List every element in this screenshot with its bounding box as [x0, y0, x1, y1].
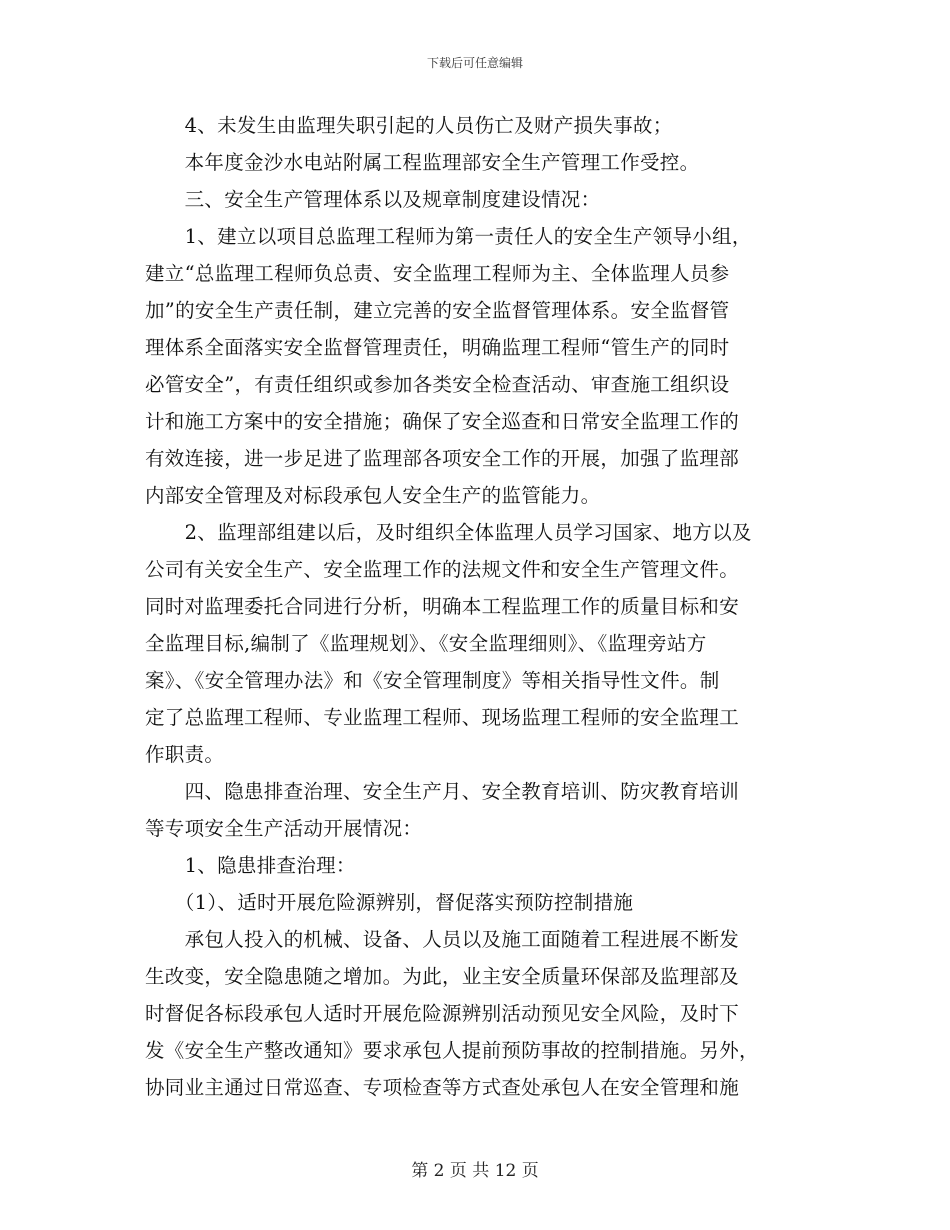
text-line: 案》、《安全管理办法》和《安全管理制度》等相关指导性文件。制 [145, 669, 720, 692]
text-line: 承包人投入的机械、设备、人员以及施工面随着工程进展不断发 [145, 928, 740, 951]
text-line: 本年度金沙水电站附属工程监理部安全生产管理工作受控。 [145, 151, 700, 174]
text-line: 1、建立以项目总监理工程师为第一责任人的安全生产领导小组， [145, 225, 752, 248]
text-line: 四、隐患排查治理、安全生产月、安全教育培训、防灾教育培训 [145, 780, 740, 803]
text-line: 有效连接，进一步足进了监理部各项安全工作的开展，加强了监理部 [145, 447, 740, 470]
text-line: 内部安全管理及对标段承包人安全生产的监管能力。 [145, 484, 601, 507]
text-line: 必管安全”，有责任组织或参加各类安全检查活动、审查施工组织设 [145, 373, 730, 396]
text-line: 理体系全面落实安全监督管理责任，明确监理工程师“管生产的同时 [145, 336, 730, 359]
text-line: 协同业主通过日常巡查、专项检查等方式查处承包人在安全管理和施 [145, 1076, 740, 1099]
text-line: 1、隐患排查治理： [145, 854, 356, 877]
document-body [145, 107, 810, 1106]
text-line: （1）、适时开展危险源辨别，督促落实预防控制措施 [145, 891, 634, 914]
text-line: 全监理目标,编制了《监理规划》、《安全监理细则》、《监理旁站方 [145, 632, 707, 655]
text-line: 定了总监理工程师、专业监理工程师、现场监理工程师的安全监理工 [145, 706, 740, 729]
text-line: 生改变，安全隐患随之增加。为此，业主安全质量环保部及监理部及 [145, 965, 740, 988]
text-line: 发《安全生产整改通知》要求承包人提前预防事故的控制措施。另外， [145, 1039, 759, 1062]
page-number-footer: 第 2 页 共 12 页 [411, 1161, 539, 1181]
text-line: 公司有关安全生产、安全监理工作的法规文件和安全生产管理文件。 [145, 558, 740, 581]
text-line: 建立“总监理工程师负总责、安全监理工程师为主、全体监理人员参 [145, 262, 730, 285]
text-line: 三、安全生产管理体系以及规章制度建设情况： [145, 188, 601, 211]
text-line: 2、监理部组建以后，及时组织全体监理人员学习国家、地方以及 [145, 521, 752, 544]
text-line: 加”的安全生产责任制，建立完善的安全监督管理体系。安全监督管 [145, 299, 730, 322]
text-line: 时督促各标段承包人适时开展危险源辨别活动预见安全风险，及时下 [145, 1002, 740, 1025]
page-header: 下载后可任意编辑 [426, 56, 523, 70]
text-line: 计和施工方案中的安全措施；确保了安全巡查和日常安全监理工作的 [145, 410, 740, 433]
text-line: 4、未发生由监理失职引起的人员伤亡及财产损失事故； [145, 114, 673, 137]
text-line: 作职责。 [145, 743, 225, 766]
text-line: 同时对监理委托合同进行分析，明确本工程监理工作的质量目标和安 [145, 595, 740, 618]
text-line: 等专项安全生产活动开展情况： [145, 817, 423, 840]
